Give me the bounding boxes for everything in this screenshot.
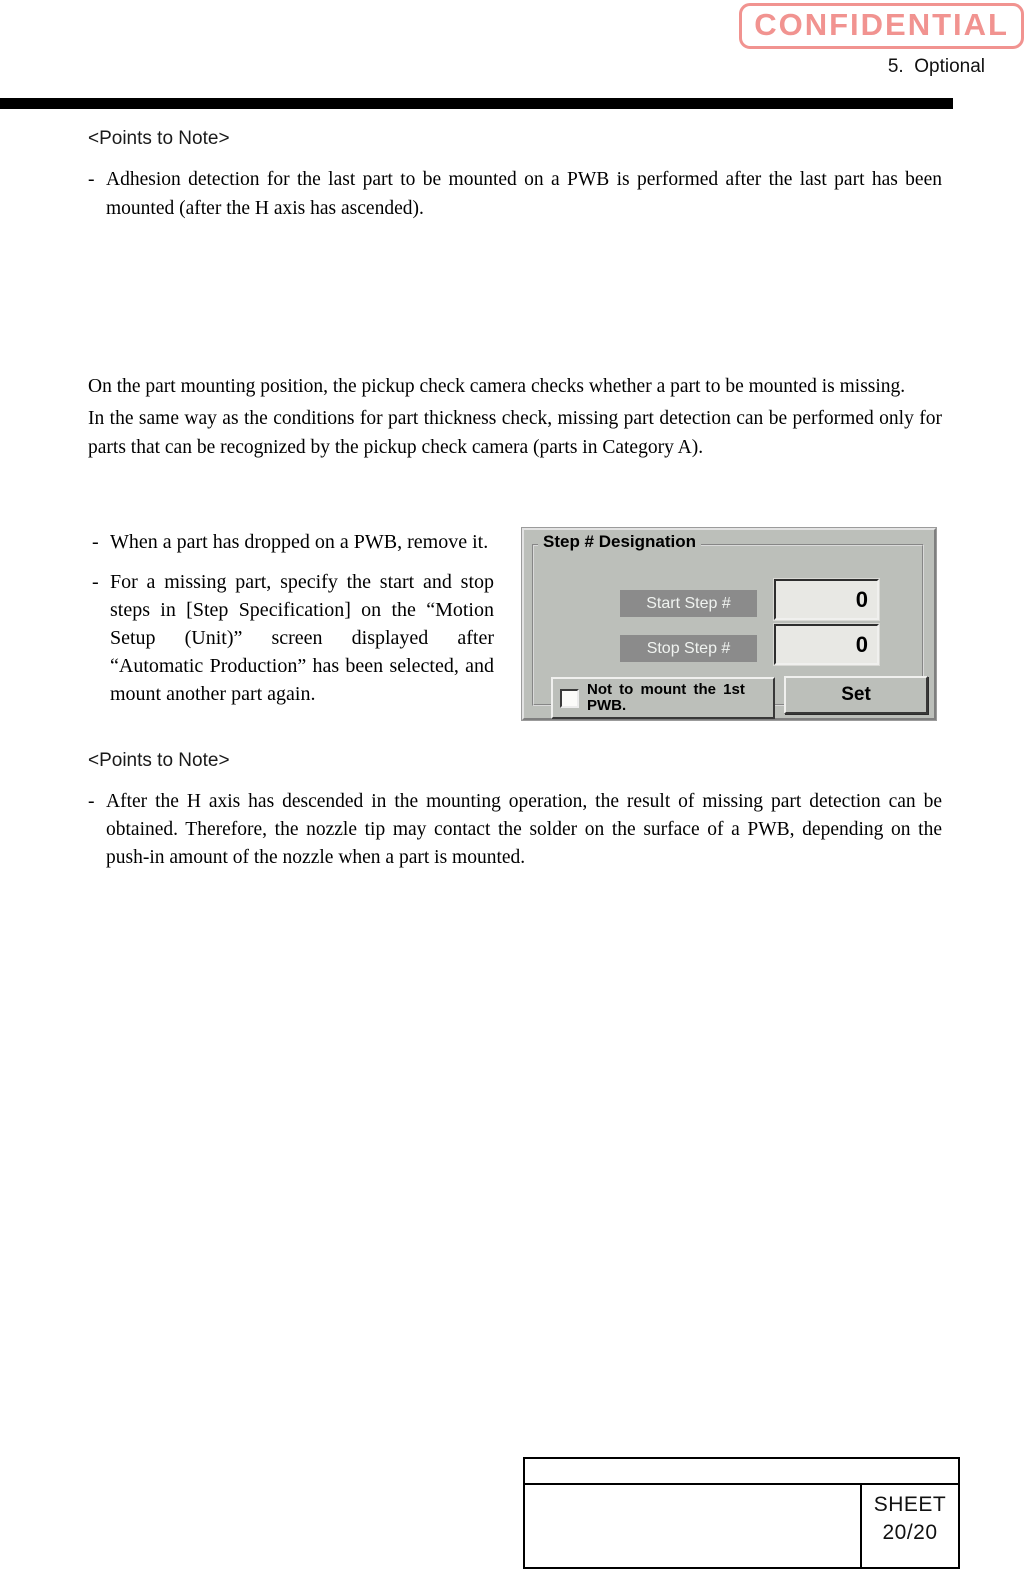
note1-item-text: Adhesion detection for the last part to be mounted on a PWB is performed after the last part has been mounted (after the H axis has ascended). (106, 169, 942, 219)
step-designation-groupbox (532, 544, 924, 714)
sheet-table-top-row (525, 1459, 958, 1485)
step-designation-dialog (522, 528, 936, 720)
points-to-note-heading-2: <Points to Note> (88, 750, 230, 771)
sheet-table-empty-cell (525, 1485, 860, 1569)
bullet-dash: - (92, 571, 99, 593)
bullet-dash: - (92, 531, 99, 553)
sheet-table-bottom-row (525, 1485, 958, 1569)
points-to-note-heading-1: <Points to Note> (88, 128, 230, 149)
start-step-input[interactable] (774, 579, 879, 620)
start-step-label: Start Step # (620, 590, 757, 617)
note1-item (88, 165, 942, 223)
bullet-missing-part-text: For a missing part, specify the start and stop steps in [Step Specification] on the “Motion Setup (Unit)” screen displayed after “Automatic Production” has been selected, and mount another part again. (110, 571, 494, 705)
sheet-label: SHEET (873, 1493, 947, 1516)
groupbox-title: Step # Designation (538, 532, 701, 552)
checkbox-icon[interactable] (560, 689, 579, 708)
header-rule (0, 98, 953, 109)
bullet-dash: - (88, 791, 95, 812)
confidential-stamp: CONFIDENTIAL (739, 3, 1024, 49)
bullet-dropped-part-text: When a part has dropped on a PWB, remove it. (110, 531, 489, 553)
bullet-missing-part (92, 568, 494, 708)
note2-item (88, 788, 942, 872)
not-mount-first-pwb-checkbox-panel[interactable] (551, 677, 775, 719)
paragraph-conditions: In the same way as the conditions for part thickness check, missing part detection can be performed only for parts that can be recognized by the pickup check camera (parts in Category A). (88, 408, 942, 458)
bullet-dash: - (88, 169, 95, 190)
bullet-dropped-part (92, 528, 532, 556)
checkbox-label: Not to mount the 1st PWB. (587, 681, 745, 714)
stop-step-input[interactable] (774, 624, 879, 665)
section-header: 5. Optional (887, 56, 985, 77)
stop-step-label: Stop Step # (620, 635, 757, 662)
sheet-value: 20/20 (882, 1521, 938, 1544)
set-button[interactable]: Set (784, 676, 928, 714)
paragraph-missing-part-intro: On the part mounting position, the pickup check camera checks whether a part to be mounted is missing. (88, 376, 906, 397)
sheet-number-cell (860, 1485, 958, 1569)
sheet-number-table (523, 1457, 960, 1569)
note2-item-text: After the H axis has descended in the mounting operation, the result of missing part detection can be obtained. Therefore, the nozzle tip may contact the solder on the surface of a PWB, depending on the push-in amount of the nozzle when a part is mounted. (106, 791, 942, 868)
